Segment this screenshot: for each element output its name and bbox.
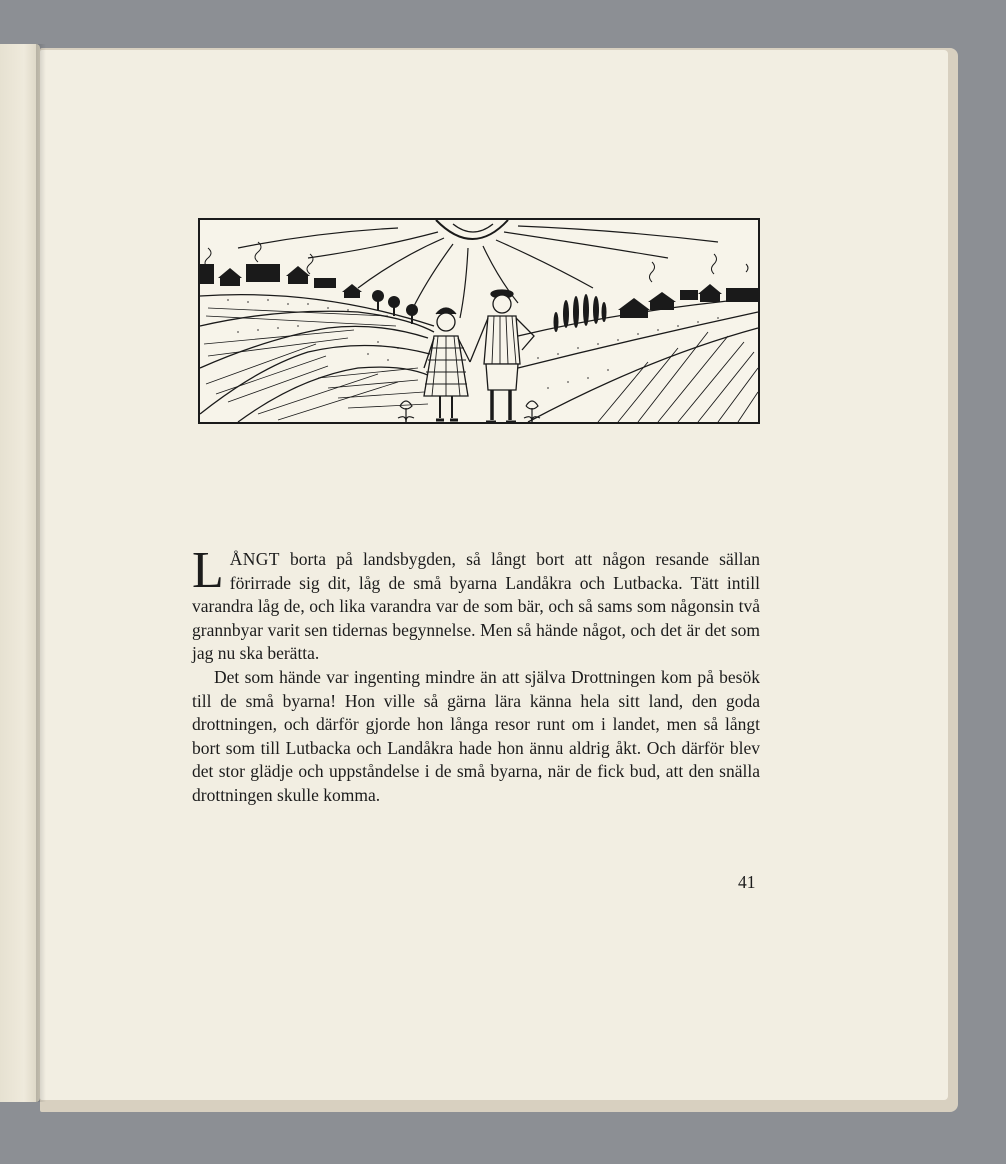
left-page-edge [0,44,40,1102]
paragraph-1 [192,542,760,666]
story-text [192,542,760,808]
lead-in: ÅNGT [229,549,280,569]
paragraph-1-text: borta på landsbygden, så långt bort att någon resande sällan förirrade sig dit, låg de små byarna Landåkra och Lutbacka. Tätt intill varandra låg de, och lika varandra var de som bär, och så sams som någonsin två grannbyar varit sen tidernas begynnelse. Men så hände något, och det är det som jag nu ska berätta. [192,549,760,664]
drop-cap: L [192,542,224,599]
paragraph-2: Det som hände var ingenting mindre än att själva Drottningen kom på besök till de små byarna! Hon ville så gärna lära känna hela sitt land, den goda drottningen, och därför gjorde hon långa resor runt om i landet, men så långt bort som till Lutbacka och Landåkra hade hon ännu aldrig åkt. Och därför blev det stor glädje och uppståndelse i de små byarna, när de fick bud, att den snälla drottningen skulle komma. [192,666,760,805]
page-number: 41 [738,872,756,892]
spine-shadow [36,44,46,1102]
rural-landscape-illustration [198,218,760,424]
